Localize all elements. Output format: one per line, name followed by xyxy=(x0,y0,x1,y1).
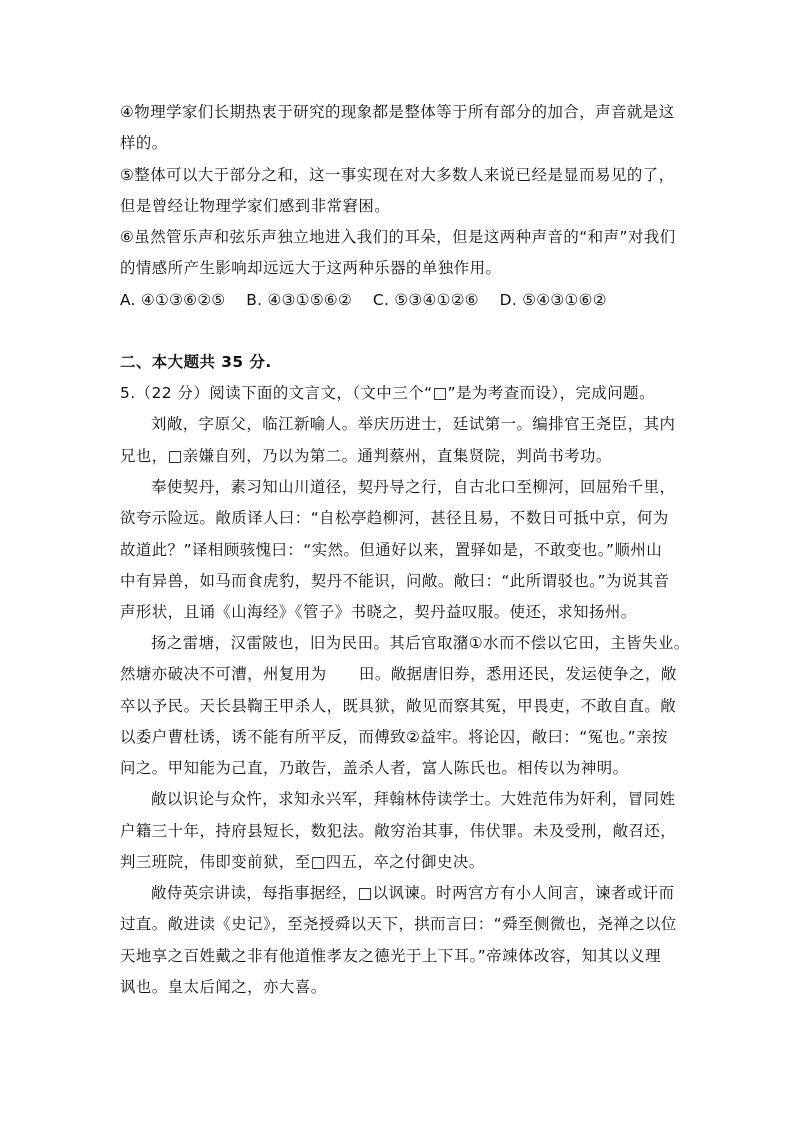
passage-line: 问之。甲知能为己直，乃敢告，盖杀人者，富人陈氏也。相传以为神明。 xyxy=(120,759,629,777)
passage-line: 兄也，□亲嫌自列，乃以为第二。通判蔡州，直集贤院，判尚书考功。 xyxy=(120,447,612,465)
passage-line: 声形状，且诵《山海经》《管子》书晓之，契丹益叹服。使还，求知扬州。 xyxy=(120,603,637,621)
option-line: ④物理学家们长期热衷于研究的现象都是整体等于所有部分的加合，声音就是这 xyxy=(120,103,675,121)
passage-line: 过直。敞进读《史记》，至尧授舜以天下，拱而言曰：“舜至侧微也，尧禅之以位 xyxy=(120,915,677,933)
passage-line: 故道此？”译相顾骇愧曰：“实然。但通好以来，置驿如是，不敢变也。”顺州山 xyxy=(120,541,663,559)
passage-line: 奉使契丹，素习知山川道径，契丹导之行，自古北口至柳河，回屈殆千里， xyxy=(151,478,676,496)
passage-line: 敞以识论与众忤，求知永兴军，拜翰林侍读学士。大姓范伟为奸利，冒同姓 xyxy=(151,790,676,808)
passage-line: 以委户曹杜诱，诱不能有所平反，而傅致②益牢。将论囚，敞曰：“冤也。”亲按 xyxy=(120,728,668,746)
passage-line: 敞侍英宗讲读，每指事据经，□以讽谏。时两宫方有小人间言，谏者或讦而 xyxy=(151,884,675,902)
passage-line: 扬之雷塘，汉雷陂也，旧为民田。其后官取潴①水而不偿以它田，主皆失业。 xyxy=(151,634,690,652)
passage-line: 欲夸示险远。敞质译人曰：“自松亭趋柳河，甚径且易，不数日可抵中京，何为 xyxy=(120,509,669,527)
option-line: ⑤整体可以大于部分之和，这一事实现在对大多数人来说已经是显而易见的了， xyxy=(120,166,675,184)
passage-line: 卒以予民。天长县鞫王甲杀人，既具狱，敞见而察其冤，甲畏吏，不敢自直。敞 xyxy=(120,697,677,715)
passage-line: 讽也。皇太后闻之，亦大喜。 xyxy=(120,978,327,996)
option-line: 但是曾经让物理学家们感到非常窘困。 xyxy=(120,197,391,215)
passage-line: 中有异兽，如马而食虎豹，契丹不能识，问敞。敞曰：“此所谓驳也。”为说其音 xyxy=(120,572,670,590)
section-heading: 二、本大题共 35 分. xyxy=(120,353,272,371)
passage-line: 然塘亦破决不可漕，州复用为 田。敞据唐旧券，悉用还民，发运使争之，敞 xyxy=(120,665,677,683)
question-prompt: 5.（22 分）阅读下面的文言文，（文中三个“□”是为考查而设），完成问题。 xyxy=(120,384,655,402)
option-line: 样的。 xyxy=(120,134,168,152)
passage-line: 天地享之百姓戴之非有他道惟孝友之德光于上下耳。”帝竦体改容，知其以义理 xyxy=(120,947,662,965)
passage-line: 刘敞，字原父，临江新喻人。举庆历进士，廷试第一。编排官王尧臣，其内 xyxy=(151,415,676,433)
option-line: 的情感所产生影响却远远大于这两种乐器的单独作用。 xyxy=(120,259,502,277)
option-line: ⑥虽然管乐声和弦乐声独立地进入我们的耳朵，但是这两种声音的“和声”对我们 xyxy=(120,228,676,246)
answer-choices: A. ④①③⑥②⑤ B. ④③①⑤⑥② C. ⑤③④①②⑥ D. ⑤④③①⑥② xyxy=(120,291,607,309)
passage-line: 判三班院，伟即变前狱，至□四五，卒之付御史决。 xyxy=(120,853,485,871)
passage-line: 户籍三十年，持府县短长，数犯法。敞穷治其事，伟伏罪。未及受刑，敞召还， xyxy=(120,822,677,840)
